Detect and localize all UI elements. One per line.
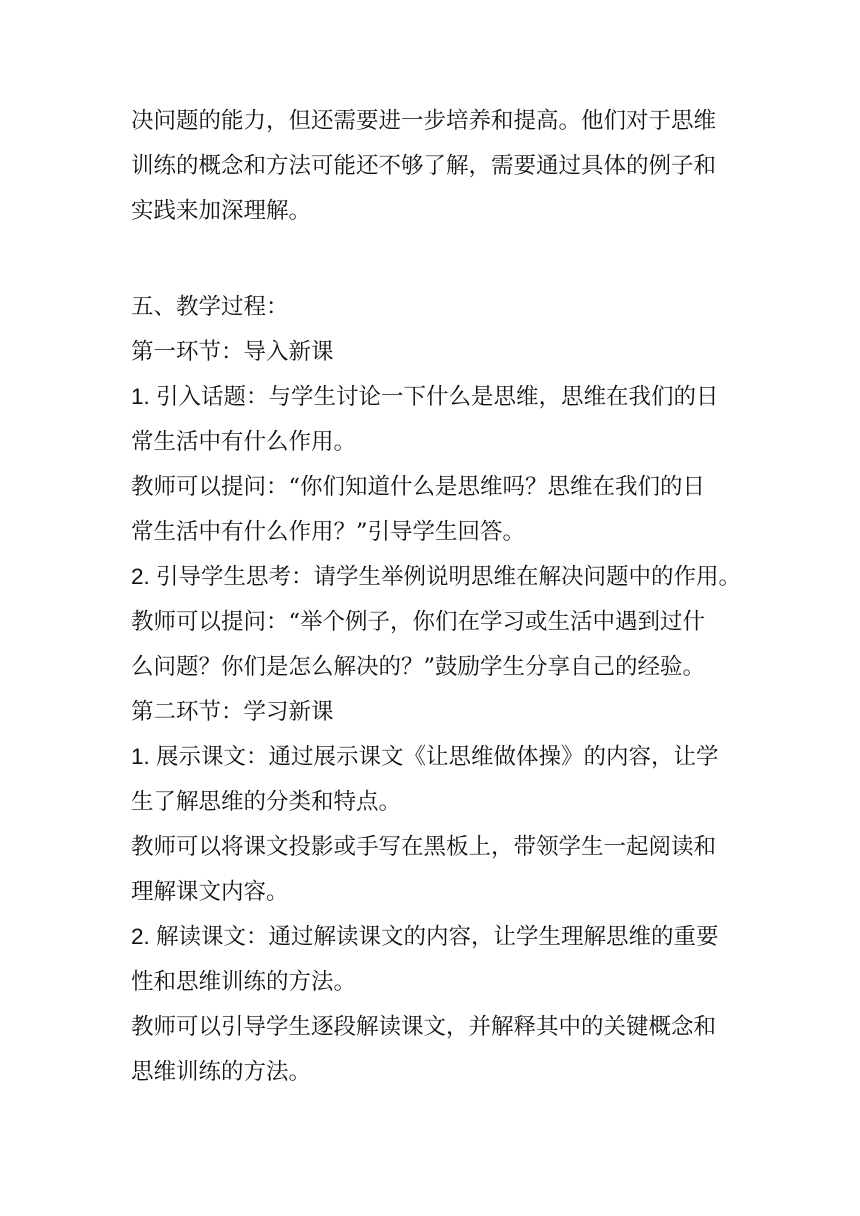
paragraph-line: 训练的概念和方法可能还不够了解，需要通过具体的例子和 [131, 153, 717, 179]
paragraph-line: 决问题的能力，但还需要进一步培养和提高。他们对于思维 [131, 108, 717, 134]
list-item-line: 常生活中有什么作用。 [131, 429, 357, 455]
paragraph-line: 实践来加深理解。 [131, 198, 312, 224]
subsection-heading: 第二环节：学习新课 [131, 699, 334, 725]
paragraph-line: 教师可以提问：“你们知道什么是思维吗？思维在我们的日 [131, 474, 706, 500]
list-item-line: 1. 引入话题：与学生讨论一下什么是思维，思维在我们的日 [131, 384, 719, 409]
document-page [131, 105, 741, 1088]
list-item-line: 性和思维训练的方法。 [131, 969, 357, 995]
paragraph-line: 教师可以提问：“举个例子，你们在学习或生活中遇到过什 [131, 609, 706, 635]
paragraph-line: 么问题？你们是怎么解决的？”鼓励学生分享自己的经验。 [131, 654, 706, 680]
subsection-heading: 第一环节：导入新课 [131, 339, 334, 365]
paragraph-line: 教师可以引导学生逐段解读课文，并解释其中的关键概念和 [131, 1014, 717, 1040]
paragraph-line: 常生活中有什么作用？”引导学生回答。 [131, 519, 526, 545]
list-item-line: 1. 展示课文：通过展示课文《让思维做体操》的内容，让学 [131, 744, 719, 769]
paragraph-line: 理解课文内容。 [131, 879, 289, 905]
list-item-line: 2. 解读课文：通过解读课文的内容，让学生理解思维的重要 [131, 924, 719, 949]
paragraph-line: 思维训练的方法。 [131, 1059, 312, 1085]
list-item-line: 生了解思维的分类和特点。 [131, 789, 402, 815]
section-heading: 五、教学过程： [131, 294, 289, 320]
paragraph-line: 教师可以将课文投影或手写在黑板上，带领学生一起阅读和 [131, 834, 717, 860]
list-item-line: 2. 引导学生思考：请学生举例说明思维在解决问题中的作用。 [131, 564, 742, 589]
